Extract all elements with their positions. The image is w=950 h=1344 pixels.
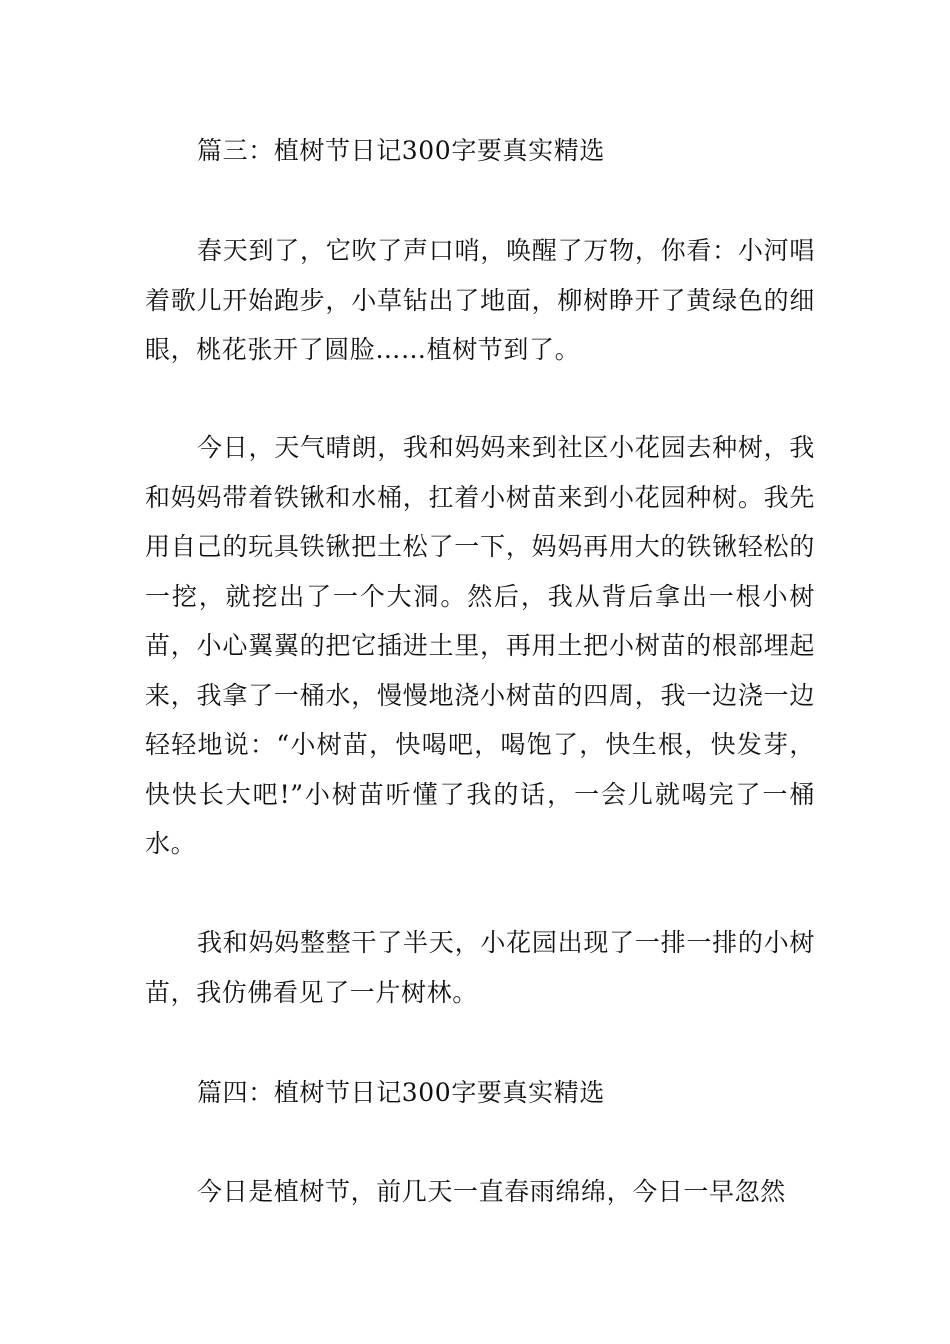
section-title: 篇四：植树节日记300字要真实精选 [197, 1078, 605, 1107]
paragraph: 我和妈妈整整干了半天，小花园出现了一排一排的小树苗，我仿佛看见了一片树林。 [145, 928, 815, 1007]
paragraph: 今日是植树节，前几天一直春雨绵绵，今日一早忽然 [197, 1177, 786, 1206]
paragraph: 今日，天气晴朗，我和妈妈来到社区小花园去种树，我和妈妈带着铁锹和水桶，扛着小树苗来到小花园种树。我先用自己的玩具铁锹把土松了一下，妈妈再用大的铁锹轻松的一挖，就挖出了一个大洞。然后，我从背后拿出一根小树苗，小心翼翼的把它插进土里，再用土把小树苗的根部埋起来，我拿了一桶水，慢慢地浇小树苗的四周，我一边浇一边轻轻地说：“小树苗，快喝吧，喝饱了，快生根，快发芽，快快长大吧!”小树苗听懂了我的话，一会儿就喝完了一桶水。 [145, 433, 815, 858]
paragraph: 春天到了，它吹了声口哨，唤醒了万物，你看：小河唱着歌儿开始跑步，小草钻出了地面，柳树睁开了黄绿色的细眼，桃花张开了圆脸……植树节到了。 [145, 236, 815, 364]
section-title: 篇三：植树节日记300字要真实精选 [197, 136, 605, 165]
